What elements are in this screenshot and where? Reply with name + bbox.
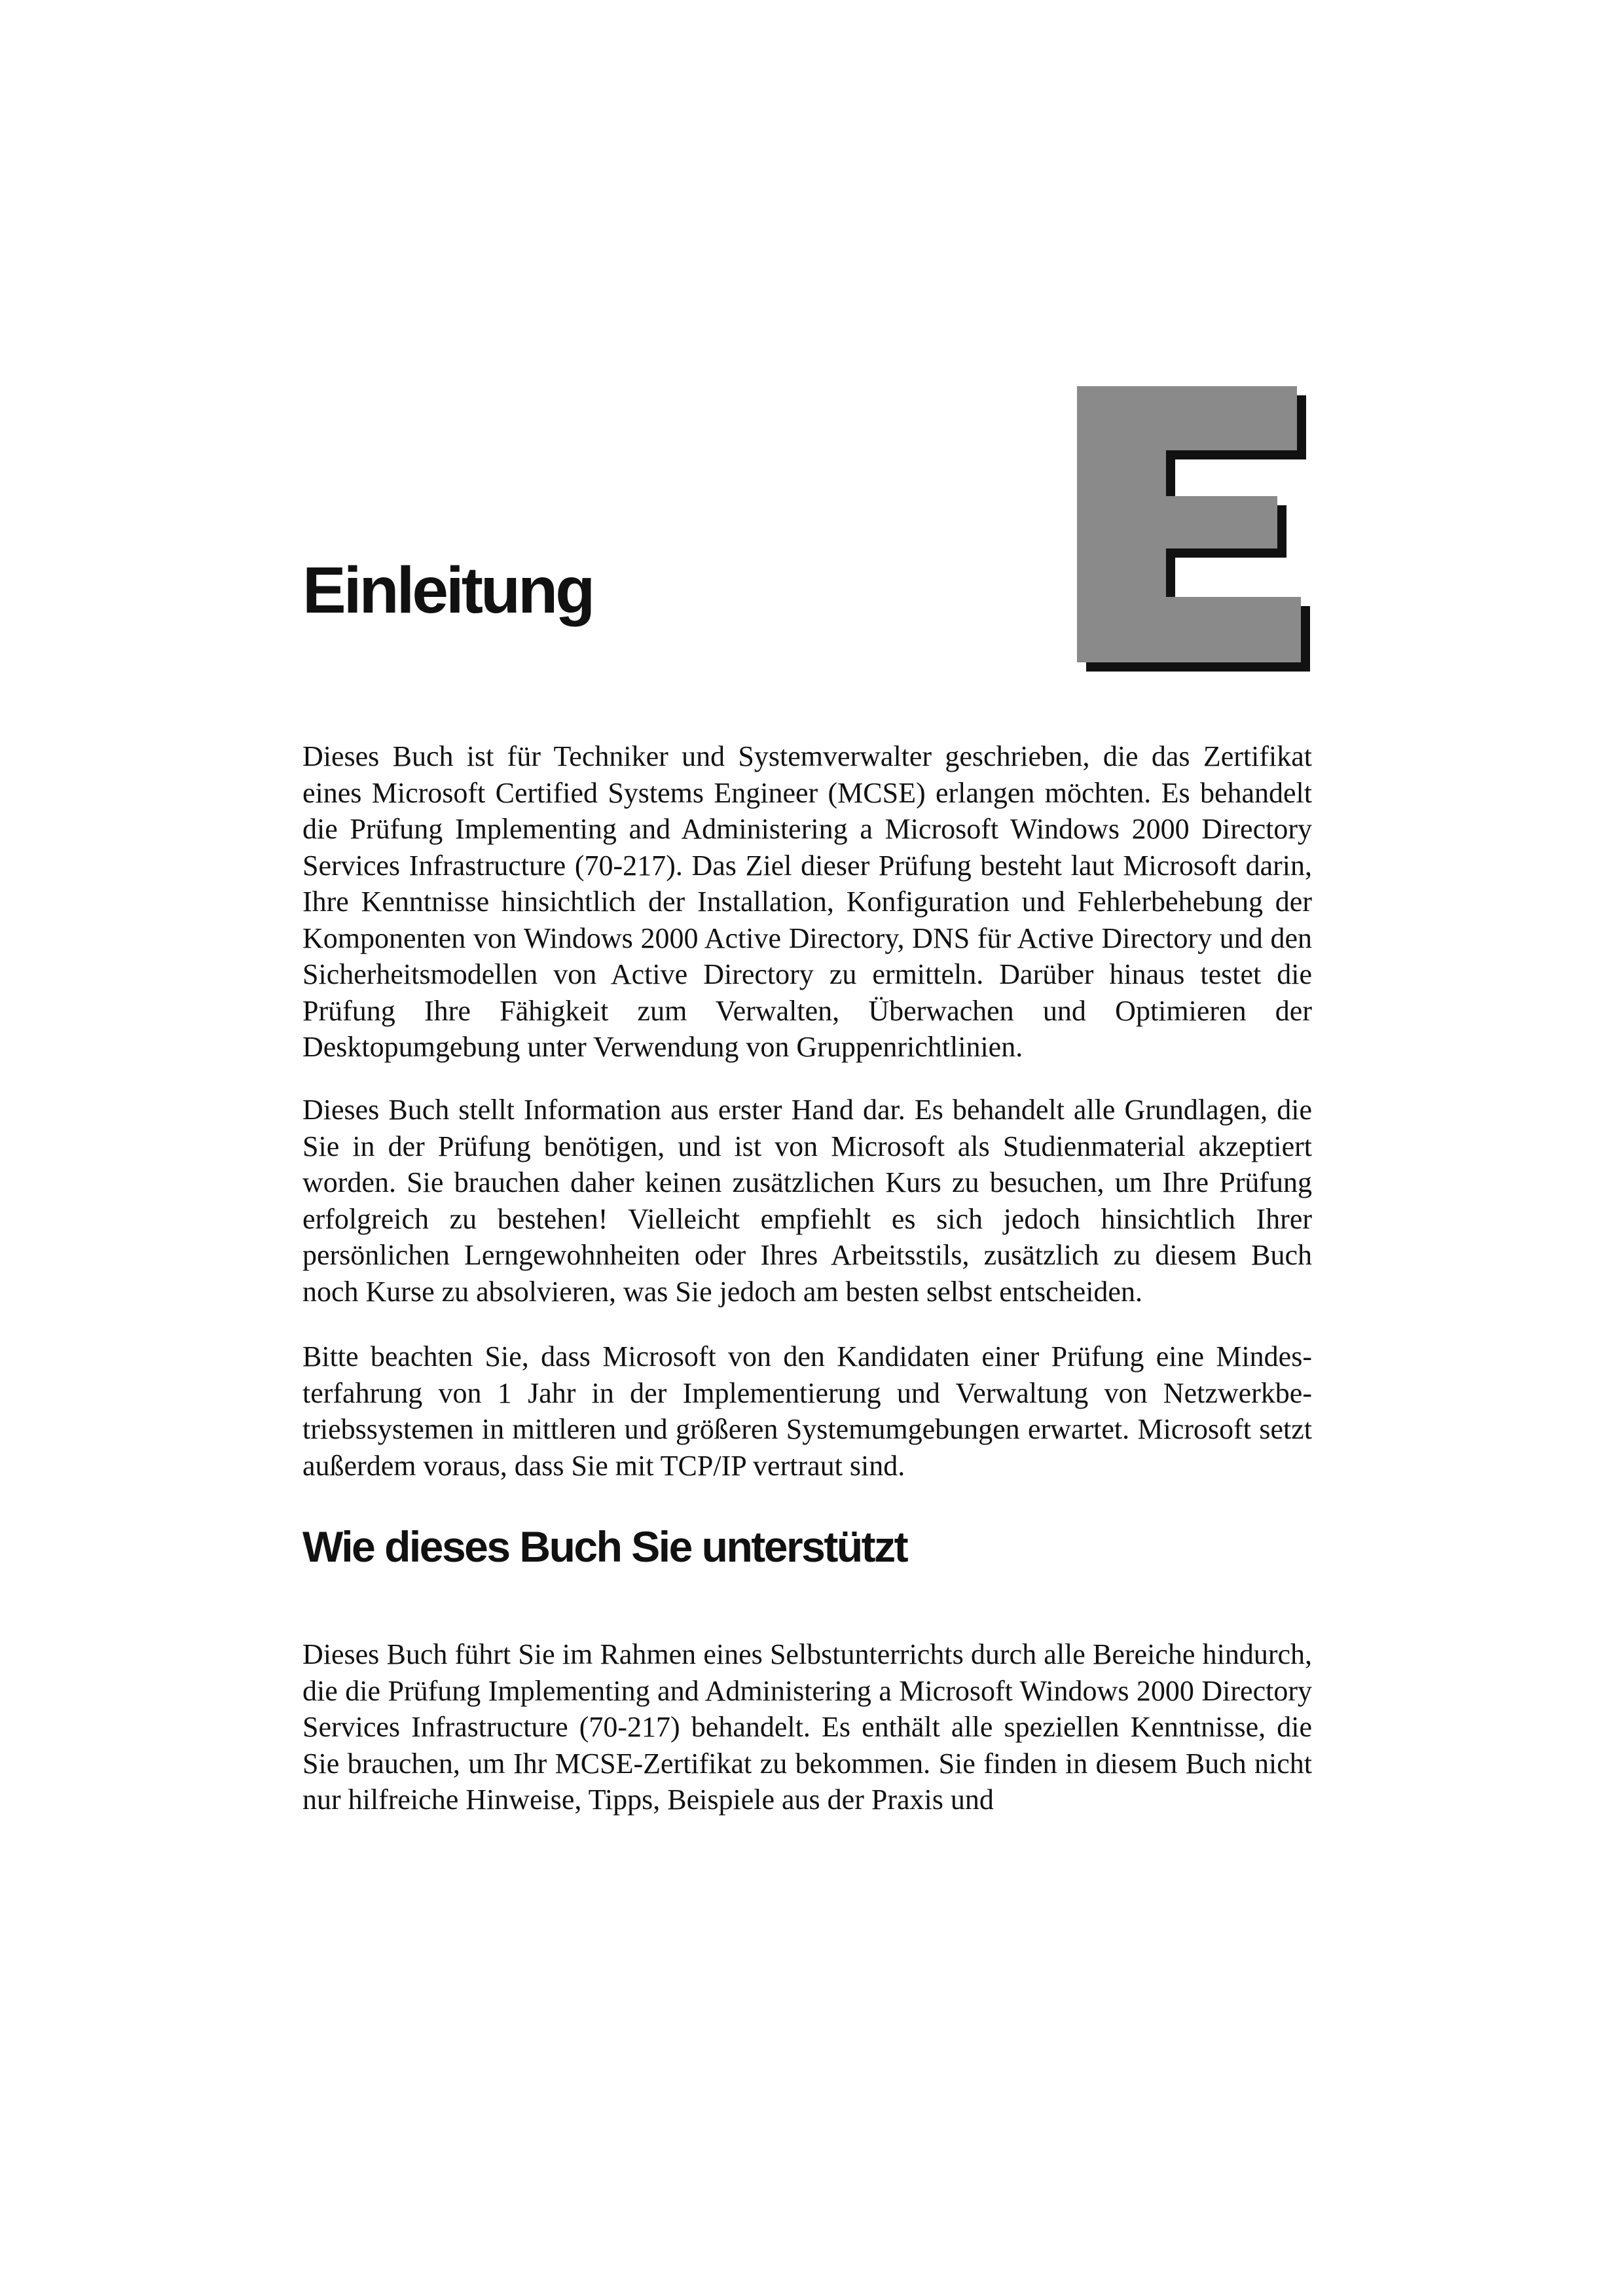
section-paragraph-1: Dieses Buch führt Sie im Rahmen eines Selbstunterrichts durch alle Bereiche hindurch, die die Prüfung Implementing and Administering a Microsoft Windows 2000 Directory Services Infrastructure (70-217) behandelt. Es enthält alle speziellen Kenntnisse, die Sie brauchen, um Ihr MCSE-Zertifikat zu bekommen. Sie finden in diesem Buch nicht nur hilfreiche Hinweise, Tipps, Beispiele aus der Praxis und	[302, 1638, 1312, 1816]
body-paragraph-1: Dieses Buch ist für Techniker und Systemverwalter geschrieben, die das Zertifikat eines Microsoft Certified Systems Engineer (MCSE) erlangen möchten. Es behandelt die Prüfung Implementing and Administering a Microsoft Windows 2000 Directory Services Infrastructure (70-217). Das Ziel dieser Prüfung besteht laut Microsoft darin, Ihre Kenntnisse hinsichtlich der Installation, Konfiguration und Fehlerbehebung der Komponenten von Windows 2000 Active Directory, DNS für Active Directory und den Sicherheitsmodellen von Active Directory zu ermitteln. Darüber hinaus testet die Prüfung Ihre Fähigkeit zum Verwalten, Überwachen und Optimieren der Desktopumgebung unter Verwendung von Gruppenrichtlinien.	[302, 740, 1312, 1063]
section-heading: Wie dieses Buch Sie unterstützt	[302, 1522, 907, 1571]
body-paragraph-3: Bitte beachten Sie, dass Microsoft von den Kandidaten einer Prüfung eine Mindesterfahrung von 1 Jahr in der Implementierung und Verwaltung von Netzwerkbetriebssystemen in mittleren und größeren Systemumgebungen erwartet. Microsoft setzt außerdem voraus, dass Sie mit TCP/IP vertraut sind.	[302, 1340, 1312, 1482]
chapter-letter-e-svg	[1077, 386, 1319, 674]
body-paragraph-2: Dieses Buch stellt Information aus erster Hand dar. Es behandelt alle Grundlagen, die Sie in der Prüfung benötigen, und ist von Microsoft als Studienmaterial akzeptiert worden. Sie brauchen daher keinen zusätzlichen Kurs zu besuchen, um Ihre Prüfung erfolgreich zu bestehen! Vielleicht empfiehlt es sich jedoch hinsichtlich Ihrer persönlichen Lerngewohnheiten oder Ihres Arbeitsstils, zusätzlich zu diesem Buch noch Kurse zu absolvieren, was Sie jedoch am besten selbst entscheiden.	[302, 1094, 1312, 1308]
chapter-letter-fill	[1077, 386, 1301, 662]
chapter-title: Einleitung	[302, 554, 593, 627]
chapter-letter-e-graphic	[1077, 386, 1319, 674]
